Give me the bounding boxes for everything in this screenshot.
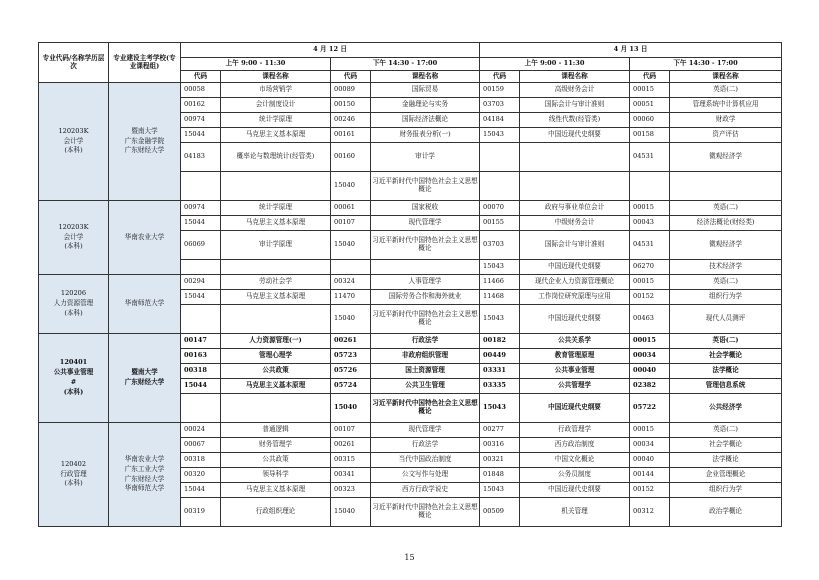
course-name: 西方政治制度 bbox=[520, 438, 630, 453]
course-name: 国际经济法概论 bbox=[371, 113, 480, 128]
header-code: 代码 bbox=[331, 71, 371, 83]
course-code bbox=[181, 172, 221, 201]
course-code: 15040 bbox=[331, 498, 371, 527]
course-code bbox=[181, 394, 221, 423]
course-code: 01848 bbox=[480, 468, 520, 483]
course-name bbox=[520, 172, 630, 201]
course-code: 11466 bbox=[480, 275, 520, 290]
course-code: 15044 bbox=[181, 216, 221, 231]
major-name: 人力资源管理 bbox=[53, 299, 94, 308]
course-name: 财务报表分析(一) bbox=[371, 128, 480, 143]
course-code: 00163 bbox=[181, 349, 221, 364]
table-row bbox=[39, 275, 782, 290]
school-name: 广东财经大学 bbox=[124, 146, 165, 155]
course-name: 政府与事业单位会计 bbox=[520, 201, 630, 216]
course-code: 05724 bbox=[331, 379, 371, 394]
course-code: 00261 bbox=[331, 438, 371, 453]
course-name: 国际贸易 bbox=[371, 83, 480, 98]
major-level: (本科) bbox=[64, 479, 83, 488]
course-code: 00323 bbox=[331, 483, 371, 498]
course-code: 00294 bbox=[181, 275, 221, 290]
course-name: 国土资源管理 bbox=[371, 364, 480, 379]
major-info-cell bbox=[39, 275, 109, 334]
course-name: 管理系统中计算机应用 bbox=[670, 98, 782, 113]
course-name: 公共事业管理 bbox=[520, 364, 630, 379]
course-code: 03703 bbox=[480, 98, 520, 113]
course-name: 马克思主义基本原理 bbox=[221, 128, 331, 143]
course-name: 线性代数(经管类) bbox=[520, 113, 630, 128]
course-name: 习近平新时代中国特色社会主义思想概论 bbox=[371, 498, 480, 527]
course-code: 00034 bbox=[630, 349, 670, 364]
course-code: 15040 bbox=[331, 305, 371, 334]
course-code: 00015 bbox=[630, 83, 670, 98]
course-name: 微观经济学 bbox=[670, 143, 782, 172]
course-code bbox=[181, 260, 221, 275]
course-name: 机关管理 bbox=[520, 498, 630, 527]
course-code: 00089 bbox=[331, 83, 371, 98]
header-apr13-pm: 下午 14:30 - 17:00 bbox=[630, 58, 782, 71]
exam-schedule-table bbox=[38, 42, 782, 527]
major-level: (本科) bbox=[63, 387, 84, 396]
course-code bbox=[480, 172, 520, 201]
course-name: 中国近现代史纲要 bbox=[520, 305, 630, 334]
course-code: 00067 bbox=[181, 438, 221, 453]
course-name: 财务管理学 bbox=[221, 438, 331, 453]
course-name: 审计学 bbox=[371, 143, 480, 172]
course-name: 行政组织理论 bbox=[221, 498, 331, 527]
course-code: 00277 bbox=[480, 423, 520, 438]
course-code: 00159 bbox=[480, 83, 520, 98]
major-code: 120203K bbox=[58, 126, 89, 135]
course-name: 习近平新时代中国特色社会主义思想概论 bbox=[371, 172, 480, 201]
course-code bbox=[630, 172, 670, 201]
major-code: 120203K bbox=[58, 222, 89, 231]
course-code: 06270 bbox=[630, 260, 670, 275]
course-code: 15040 bbox=[331, 394, 371, 423]
school-name: 华南师范大学 bbox=[124, 299, 165, 308]
course-name: 国际会计与审计准则 bbox=[520, 231, 630, 260]
course-code: 00319 bbox=[181, 498, 221, 527]
header-course: 课程名称 bbox=[221, 71, 331, 83]
course-code: 00341 bbox=[331, 468, 371, 483]
course-code: 00320 bbox=[181, 468, 221, 483]
course-name: 马克思主义基本原理 bbox=[221, 379, 331, 394]
school-name: 华南师范大学 bbox=[124, 484, 165, 493]
course-code: 02382 bbox=[630, 379, 670, 394]
course-name: 财政学 bbox=[670, 113, 782, 128]
course-name: 中国文化概论 bbox=[520, 453, 630, 468]
major-code: 120401 bbox=[59, 358, 88, 367]
course-name: 英语(二) bbox=[670, 83, 782, 98]
page-number: 15 bbox=[404, 553, 415, 562]
course-name: 技术经济学 bbox=[670, 260, 782, 275]
course-code: 00158 bbox=[630, 128, 670, 143]
school-name: 广东财经大学 bbox=[124, 378, 165, 386]
course-code: 00147 bbox=[181, 334, 221, 349]
course-name: 习近平新时代中国特色社会主义思想概论 bbox=[371, 231, 480, 260]
course-name: 高级财务会计 bbox=[520, 83, 630, 98]
course-code: 00246 bbox=[331, 113, 371, 128]
course-code: 15043 bbox=[480, 128, 520, 143]
course-name: 非政府组织管理 bbox=[371, 349, 480, 364]
course-code: 00316 bbox=[480, 438, 520, 453]
major-level: (本科) bbox=[64, 146, 83, 155]
course-code bbox=[480, 143, 520, 172]
school-name: 华南农业大学 bbox=[124, 232, 165, 241]
course-code: 00318 bbox=[181, 453, 221, 468]
course-name bbox=[670, 172, 782, 201]
course-name: 资产评估 bbox=[670, 128, 782, 143]
school-cell bbox=[109, 334, 181, 423]
course-name: 审计学原理 bbox=[221, 231, 331, 260]
course-code: 04531 bbox=[630, 143, 670, 172]
course-code: 00463 bbox=[630, 305, 670, 334]
course-name: 当代中国政治制度 bbox=[371, 453, 480, 468]
course-code: 15044 bbox=[181, 483, 221, 498]
course-name: 法学概论 bbox=[670, 364, 782, 379]
header-course: 课程名称 bbox=[670, 71, 782, 83]
major-info-cell bbox=[39, 83, 109, 201]
course-code: 00015 bbox=[630, 275, 670, 290]
major-name: 会计学 bbox=[63, 136, 84, 145]
course-name bbox=[221, 305, 331, 334]
course-code: 15043 bbox=[480, 483, 520, 498]
course-name: 现代管理学 bbox=[371, 423, 480, 438]
course-code: 00182 bbox=[480, 334, 520, 349]
course-code: 06069 bbox=[181, 231, 221, 260]
course-code: 00315 bbox=[331, 453, 371, 468]
course-code: 00015 bbox=[630, 423, 670, 438]
course-name: 普通逻辑 bbox=[221, 423, 331, 438]
course-code: 04183 bbox=[181, 143, 221, 172]
course-code: 00155 bbox=[480, 216, 520, 231]
course-code bbox=[331, 260, 371, 275]
course-code: 00161 bbox=[331, 128, 371, 143]
course-name: 国家税收 bbox=[371, 201, 480, 216]
course-code: 05723 bbox=[331, 349, 371, 364]
course-code: 15043 bbox=[480, 260, 520, 275]
header-date-apr13: 4 月 13 日 bbox=[480, 43, 782, 58]
course-name: 习近平新时代中国特色社会主义思想概论 bbox=[371, 305, 480, 334]
course-name: 马克思主义基本原理 bbox=[221, 483, 331, 498]
course-code: 00160 bbox=[331, 143, 371, 172]
course-code: 00058 bbox=[181, 83, 221, 98]
course-code: 11470 bbox=[331, 290, 371, 305]
course-name: 马克思主义基本原理 bbox=[221, 290, 331, 305]
course-name: 中国近现代史纲要 bbox=[520, 483, 630, 498]
course-code: 00060 bbox=[630, 113, 670, 128]
course-name: 人力资源管理(一) bbox=[221, 334, 331, 349]
course-name: 统计学原理 bbox=[221, 113, 331, 128]
course-name: 行政法学 bbox=[371, 334, 480, 349]
table-row bbox=[39, 201, 782, 216]
course-name: 法学概论 bbox=[670, 453, 782, 468]
header-apr12-am: 上午 9:00 - 11:30 bbox=[181, 58, 331, 71]
course-name bbox=[221, 172, 331, 201]
course-name bbox=[520, 143, 630, 172]
header-code: 代码 bbox=[630, 71, 670, 83]
schedule-wrapper bbox=[38, 42, 781, 527]
header-apr13-am: 上午 9:00 - 11:30 bbox=[480, 58, 630, 71]
course-code: 05722 bbox=[630, 394, 670, 423]
table-row bbox=[39, 423, 782, 438]
course-name: 组织行为学 bbox=[670, 483, 782, 498]
course-code: 00015 bbox=[630, 334, 670, 349]
major-name: 会计学 bbox=[63, 232, 84, 241]
major-level: (本科) bbox=[64, 242, 83, 251]
course-name: 微观经济学 bbox=[670, 231, 782, 260]
course-code: 00034 bbox=[630, 438, 670, 453]
school-name: 广东财经大学 bbox=[124, 474, 165, 483]
course-name: 统计学原理 bbox=[221, 201, 331, 216]
course-name: 公共管理学 bbox=[520, 379, 630, 394]
course-name: 西方行政学说史 bbox=[371, 483, 480, 498]
course-name bbox=[371, 260, 480, 275]
header-date-apr12: 4 月 12 日 bbox=[181, 43, 480, 58]
course-code: 00040 bbox=[630, 453, 670, 468]
course-name: 中国近现代史纲要 bbox=[520, 260, 630, 275]
school-name: 暨南大学 bbox=[131, 126, 158, 135]
course-code: 00312 bbox=[630, 498, 670, 527]
course-name: 政治学概论 bbox=[670, 498, 782, 527]
course-code: 15040 bbox=[331, 231, 371, 260]
header-apr12-pm: 下午 14:30 - 17:00 bbox=[331, 58, 480, 71]
course-code: 15040 bbox=[331, 172, 371, 201]
header-code: 代码 bbox=[480, 71, 520, 83]
course-name: 公共政策 bbox=[221, 364, 331, 379]
course-name: 现代人员测评 bbox=[670, 305, 782, 334]
course-name: 金融理论与实务 bbox=[371, 98, 480, 113]
major-name: 行政管理 bbox=[60, 469, 87, 478]
course-name: 公务员制度 bbox=[520, 468, 630, 483]
course-code: 00261 bbox=[331, 334, 371, 349]
school-name: 广东金融学院 bbox=[124, 136, 165, 145]
course-code: 00107 bbox=[331, 216, 371, 231]
course-code: 03703 bbox=[480, 231, 520, 260]
course-name: 领导科学 bbox=[221, 468, 331, 483]
course-code: 00040 bbox=[630, 364, 670, 379]
course-name: 社会学概论 bbox=[670, 438, 782, 453]
course-code: 05726 bbox=[331, 364, 371, 379]
major-code: 120206 bbox=[60, 289, 87, 298]
school-cell bbox=[109, 423, 181, 527]
course-name: 人事管理学 bbox=[371, 275, 480, 290]
course-code: 00051 bbox=[630, 98, 670, 113]
course-name: 教育管理原理 bbox=[520, 349, 630, 364]
course-name: 英语(二) bbox=[670, 275, 782, 290]
course-name: 公共政策 bbox=[221, 453, 331, 468]
course-code: 15044 bbox=[181, 290, 221, 305]
course-code: 00324 bbox=[331, 275, 371, 290]
school-cell bbox=[109, 83, 181, 201]
course-name: 管理心理学 bbox=[221, 349, 331, 364]
course-code: 00150 bbox=[331, 98, 371, 113]
course-name: 中国近现代史纲要 bbox=[520, 394, 630, 423]
course-name: 国际会计与审计准则 bbox=[520, 98, 630, 113]
course-name: 马克思主义基本原理 bbox=[221, 216, 331, 231]
school-cell bbox=[109, 275, 181, 334]
table-row bbox=[39, 83, 782, 98]
course-name: 现代企业人力资源管理概论 bbox=[520, 275, 630, 290]
course-code: 15043 bbox=[480, 394, 520, 423]
header-major-code: 专业代码/名称学历层次 bbox=[39, 43, 109, 83]
course-code: 00449 bbox=[480, 349, 520, 364]
course-code: 04531 bbox=[630, 231, 670, 260]
course-name: 会计制度设计 bbox=[221, 98, 331, 113]
course-code: 00974 bbox=[181, 201, 221, 216]
course-name: 企业管理概论 bbox=[670, 468, 782, 483]
course-name: 英语(二) bbox=[670, 201, 782, 216]
course-name: 管理信息系统 bbox=[670, 379, 782, 394]
course-name: 公共关系学 bbox=[520, 334, 630, 349]
course-code: 15044 bbox=[181, 379, 221, 394]
course-name: 公共经济学 bbox=[670, 394, 782, 423]
header-course: 课程名称 bbox=[371, 71, 480, 83]
course-code: 03335 bbox=[480, 379, 520, 394]
school-name: 广东工业大学 bbox=[124, 464, 165, 473]
header-code: 代码 bbox=[181, 71, 221, 83]
course-name bbox=[221, 260, 331, 275]
course-name: 工作岗位研究原理与应用 bbox=[520, 290, 630, 305]
school-name: 暨南大学 bbox=[131, 368, 158, 377]
course-name: 行政法学 bbox=[371, 438, 480, 453]
course-code: 11468 bbox=[480, 290, 520, 305]
course-code: 00024 bbox=[181, 423, 221, 438]
course-code: 00015 bbox=[630, 201, 670, 216]
course-code: 00318 bbox=[181, 364, 221, 379]
course-code: 00061 bbox=[331, 201, 371, 216]
course-name: 中国近现代史纲要 bbox=[520, 128, 630, 143]
course-name: 国际劳务合作和海外就业 bbox=[371, 290, 480, 305]
course-name: 中级财务会计 bbox=[520, 216, 630, 231]
header-course: 课程名称 bbox=[520, 71, 630, 83]
header-school: 专业建设主考学校(专业课程组) bbox=[109, 43, 181, 83]
course-name: 市场营销学 bbox=[221, 83, 331, 98]
major-level: (本科) bbox=[64, 308, 83, 317]
course-code: 00144 bbox=[630, 468, 670, 483]
course-name: 英语(二) bbox=[670, 334, 782, 349]
major-info-cell bbox=[39, 423, 109, 527]
major-code: 120402 bbox=[60, 459, 87, 468]
course-code: 00321 bbox=[480, 453, 520, 468]
course-code: 00107 bbox=[331, 423, 371, 438]
course-name: 公共卫生管理 bbox=[371, 379, 480, 394]
major-info-cell bbox=[39, 334, 109, 423]
table-row bbox=[39, 334, 782, 349]
school-cell bbox=[109, 201, 181, 275]
course-code: 03331 bbox=[480, 364, 520, 379]
course-code: 15043 bbox=[480, 305, 520, 334]
course-code bbox=[181, 305, 221, 334]
course-name: 经济法概论(财经类) bbox=[670, 216, 782, 231]
course-code: 00070 bbox=[480, 201, 520, 216]
course-name: 劳动社会学 bbox=[221, 275, 331, 290]
major-info-cell bbox=[39, 201, 109, 275]
course-code: 04184 bbox=[480, 113, 520, 128]
course-code: 00043 bbox=[630, 216, 670, 231]
course-name: 英语(二) bbox=[670, 423, 782, 438]
course-code: 15044 bbox=[181, 128, 221, 143]
major-extra: # bbox=[70, 378, 77, 386]
course-name: 公文写作与处理 bbox=[371, 468, 480, 483]
course-name: 概率论与数理统计(经管类) bbox=[221, 143, 331, 172]
course-code: 00509 bbox=[480, 498, 520, 527]
course-code: 00974 bbox=[181, 113, 221, 128]
course-name: 组织行为学 bbox=[670, 290, 782, 305]
course-code: 00152 bbox=[630, 290, 670, 305]
course-code: 00162 bbox=[181, 98, 221, 113]
school-name: 华南农业大学 bbox=[124, 454, 165, 463]
course-name: 社会学概论 bbox=[670, 349, 782, 364]
course-name bbox=[221, 394, 331, 423]
course-name: 行政管理学 bbox=[520, 423, 630, 438]
major-name: 公共事业管理 bbox=[53, 368, 94, 377]
course-code: 00152 bbox=[630, 483, 670, 498]
course-name: 现代管理学 bbox=[371, 216, 480, 231]
course-name: 习近平新时代中国特色社会主义思想概论 bbox=[371, 394, 480, 423]
